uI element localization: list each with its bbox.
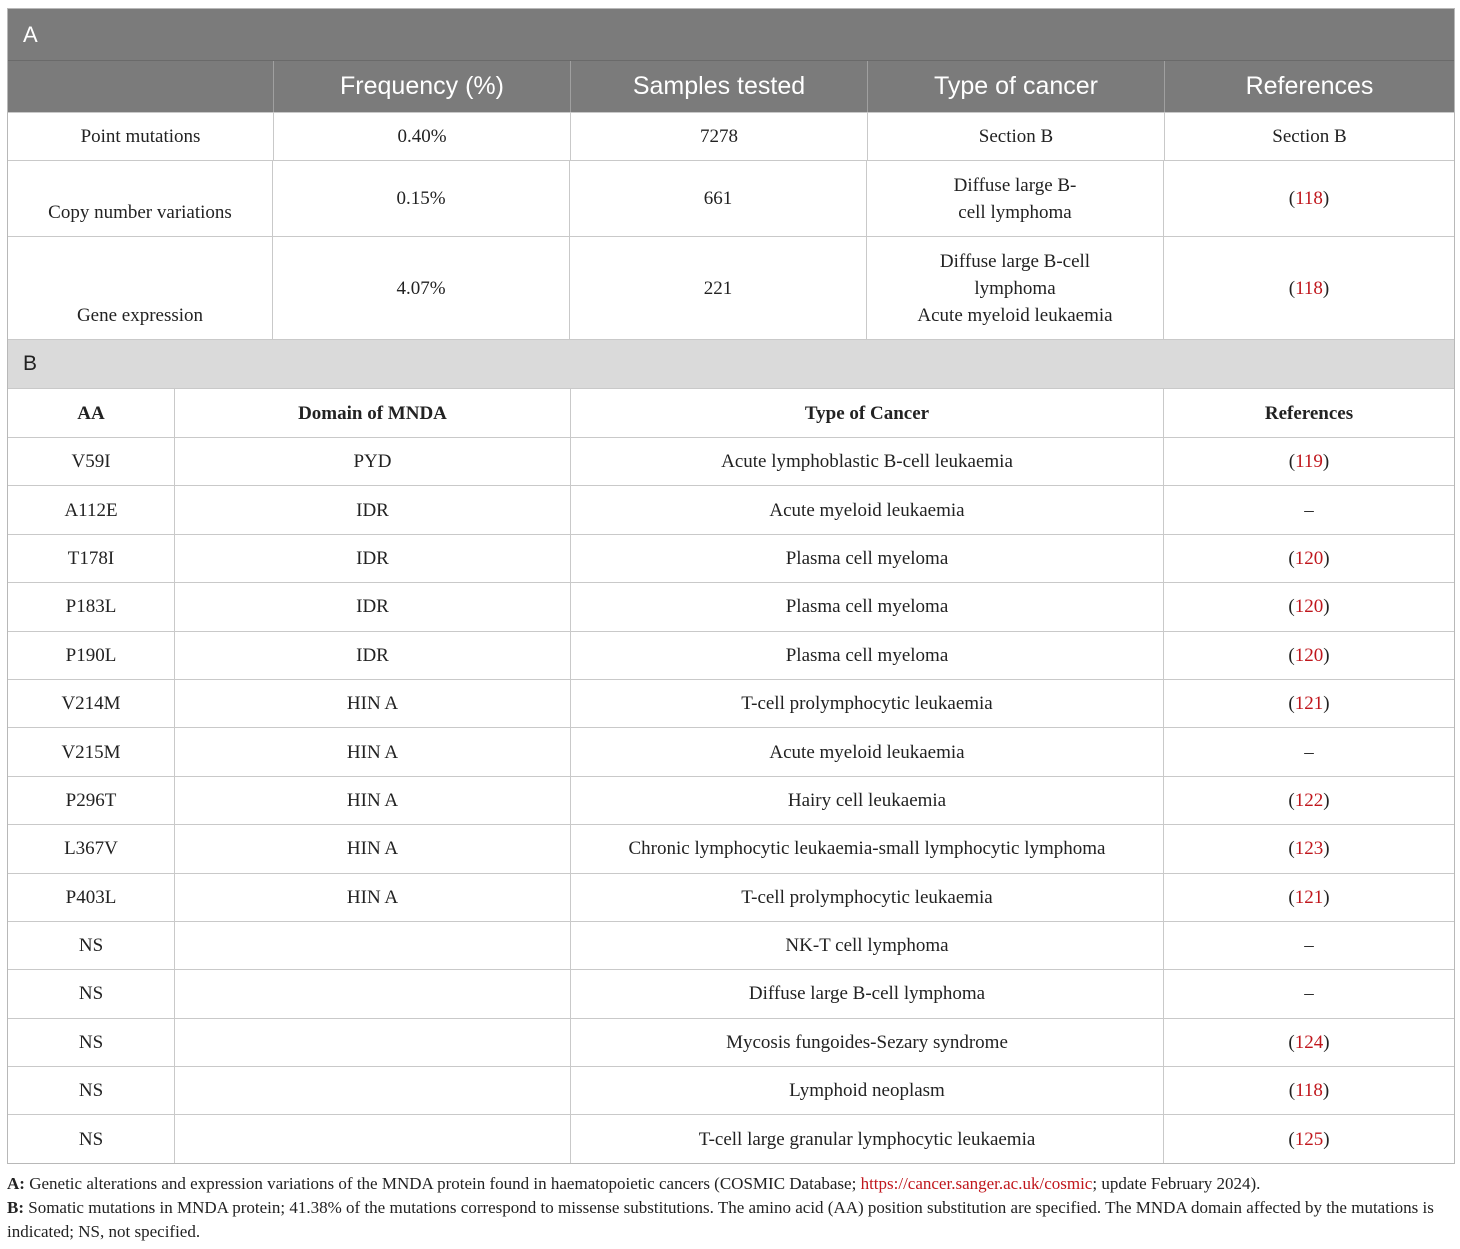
frequency-cell: 4.07% [273, 237, 570, 339]
no-reference: – [1304, 499, 1314, 521]
aa-cell: P296T [8, 777, 175, 824]
aa-cell: NS [8, 1115, 175, 1162]
reference-cell: ( 120 ) [1164, 583, 1454, 630]
table-row [8, 437, 1454, 485]
table-row [8, 160, 1454, 236]
domain-cell [175, 1019, 571, 1066]
reference-cell: ( 124 ) [1164, 1019, 1454, 1066]
domain-cell [175, 922, 571, 969]
row-name: Point mutations [8, 113, 274, 160]
cancer-cell: Acute myeloid leukaemia [571, 728, 1164, 775]
reference-cell: ( 121 ) [1164, 874, 1454, 921]
header-references-b: References [1264, 402, 1354, 424]
header-samples-tested: Samples tested [571, 61, 868, 112]
domain-cell: IDR [175, 486, 571, 533]
aa-cell: NS [8, 970, 175, 1017]
reference-cell: ( 118 ) [1164, 161, 1454, 236]
header-references: References [1245, 72, 1374, 100]
reference-cell [1164, 728, 1454, 775]
aa-cell: P190L [8, 632, 175, 679]
footnote-b: B: Somatic mutations in MNDA protein; 41.38% of the mutations correspond to missense substitutions. The amino acid (AA) position substitution are specified. The MNDA domain affected by the mutations is indicated; NS, not specified. [7, 1198, 1434, 1241]
table-row [8, 485, 1454, 533]
table-row [8, 534, 1454, 582]
reference-link[interactable]: 120 [1294, 547, 1324, 569]
aa-cell: NS [8, 1019, 175, 1066]
aa-cell: V214M [8, 680, 175, 727]
table-row [8, 236, 1454, 339]
samples-cell: 7278 [571, 113, 868, 160]
cancer-cell: Section B [868, 113, 1165, 160]
cancer-cell [867, 161, 1164, 236]
reference-cell: ( 121 ) [1164, 680, 1454, 727]
domain-cell: HIN A [175, 680, 571, 727]
section-a-header-blank [8, 61, 274, 112]
table-row [8, 112, 1454, 160]
table-row [8, 921, 1454, 969]
aa-cell: NS [8, 1067, 175, 1114]
reference-cell: ( 123 ) [1164, 825, 1454, 872]
domain-cell: HIN A [175, 825, 571, 872]
section-a-label: A [8, 9, 1454, 61]
cancer-cell: Plasma cell myeloma [571, 535, 1164, 582]
domain-cell [175, 1067, 571, 1114]
section-b-body [8, 437, 1454, 1163]
reference-cell: ( 119 ) [1164, 438, 1454, 485]
cancer-cell: Plasma cell myeloma [571, 632, 1164, 679]
table-row [8, 1066, 1454, 1114]
reference-cell: ( 118 ) [1164, 1067, 1454, 1114]
header-domain: Domain of MNDA [175, 389, 571, 437]
aa-cell: NS [8, 922, 175, 969]
cancer-line: Diffuse large B-cell [939, 250, 1091, 272]
reference-cell: ( 120 ) [1164, 535, 1454, 582]
reference-link[interactable]: 125 [1294, 1128, 1324, 1150]
reference-link[interactable]: 118 [1295, 277, 1323, 299]
table-row [8, 582, 1454, 630]
cancer-line: Diffuse large B- [953, 174, 1077, 196]
section-b-label: B [8, 339, 1454, 388]
reference-link[interactable]: 118 [1295, 188, 1323, 209]
cancer-line: lymphoma [974, 277, 1056, 299]
aa-cell: L367V [8, 825, 175, 872]
section-b-header-row [8, 388, 1454, 437]
aa-cell: P183L [8, 583, 175, 630]
table-row [8, 776, 1454, 824]
reference-cell: ( 118 ) [1164, 237, 1454, 339]
aa-cell: T178I [8, 535, 175, 582]
reference-cell [1164, 922, 1454, 969]
mnda-table [7, 8, 1455, 1164]
reference-link[interactable]: 120 [1294, 596, 1324, 618]
cancer-cell: T-cell prolymphocytic leukaemia [571, 874, 1164, 921]
reference-link[interactable]: 121 [1294, 886, 1324, 908]
samples-cell: 661 [570, 161, 867, 236]
aa-cell: P403L [8, 874, 175, 921]
table-row [8, 873, 1454, 921]
domain-cell: IDR [175, 583, 571, 630]
reference-link[interactable]: 120 [1294, 644, 1324, 666]
table-footnotes [7, 1172, 1453, 1244]
row-name: Copy number variations [8, 161, 273, 236]
reference-cell [1164, 486, 1454, 533]
cancer-cell: Diffuse large B-cell lymphoma [571, 970, 1164, 1017]
reference-link[interactable]: 122 [1294, 789, 1324, 811]
cancer-line: cell lymphoma [958, 201, 1072, 223]
table-row [8, 727, 1454, 775]
section-a-header-row [8, 61, 1454, 112]
reference-cell: ( 125 ) [1164, 1115, 1454, 1162]
domain-cell: IDR [175, 632, 571, 679]
cancer-cell: Chronic lymphocytic leukaemia-small lymphocytic lymphoma [571, 825, 1164, 872]
cancer-cell: Lymphoid neoplasm [571, 1067, 1164, 1114]
domain-cell: HIN A [175, 777, 571, 824]
header-type-of-cancer-b: Type of Cancer [571, 389, 1164, 437]
reference-link[interactable]: 123 [1294, 838, 1324, 860]
domain-cell: IDR [175, 535, 571, 582]
cancer-cell: NK-T cell lymphoma [571, 922, 1164, 969]
reference-cell: ( 120 ) [1164, 632, 1454, 679]
no-reference: – [1304, 935, 1314, 957]
table-row [8, 631, 1454, 679]
header-type-of-cancer: Type of cancer [868, 61, 1165, 112]
cancer-cell: Acute lymphoblastic B-cell leukaemia [571, 438, 1164, 485]
header-frequency: Frequency (%) [274, 61, 571, 112]
frequency-cell: 0.15% [273, 161, 570, 236]
domain-cell: HIN A [175, 728, 571, 775]
aa-cell: V215M [8, 728, 175, 775]
cancer-cell: Plasma cell myeloma [571, 583, 1164, 630]
header-aa: AA [8, 389, 175, 437]
cancer-cell: T-cell prolymphocytic leukaemia [571, 680, 1164, 727]
cancer-cell: Acute myeloid leukaemia [571, 486, 1164, 533]
aa-cell: V59I [8, 438, 175, 485]
table-row [8, 969, 1454, 1017]
table-row [8, 1114, 1454, 1162]
cancer-cell: Hairy cell leukaemia [571, 777, 1164, 824]
cosmic-link[interactable]: https://cancer.sanger.ac.uk/cosmic [860, 1174, 1093, 1193]
footnote-a: A: Genetic alterations and expression variations of the MNDA protein found in haematopoietic cancers (COSMIC Database; https://cancer.sanger.ac.uk/cosmic; update February 2024). [7, 1174, 1261, 1193]
reference-link[interactable]: 119 [1295, 451, 1323, 473]
aa-cell: A112E [8, 486, 175, 533]
reference-link[interactable]: 118 [1295, 1080, 1323, 1102]
no-reference: – [1304, 983, 1314, 1005]
reference-link[interactable]: 121 [1294, 693, 1324, 715]
domain-cell: PYD [175, 438, 571, 485]
cancer-cell [867, 237, 1164, 339]
cancer-cell: Mycosis fungoides-Sezary syndrome [571, 1019, 1164, 1066]
table-row [8, 679, 1454, 727]
table-row [8, 824, 1454, 872]
cancer-line: Acute myeloid leukaemia [917, 304, 1113, 326]
row-name: Gene expression [8, 237, 273, 339]
reference-cell: ( 122 ) [1164, 777, 1454, 824]
domain-cell [175, 970, 571, 1017]
reference-cell: Section B [1272, 126, 1347, 147]
table-row [8, 1018, 1454, 1066]
no-reference: – [1304, 741, 1314, 763]
reference-cell [1164, 970, 1454, 1017]
samples-cell: 221 [570, 237, 867, 339]
cancer-cell: T-cell large granular lymphocytic leukaemia [571, 1115, 1164, 1162]
domain-cell: HIN A [175, 874, 571, 921]
domain-cell [175, 1115, 571, 1162]
reference-link[interactable]: 124 [1294, 1031, 1324, 1053]
frequency-cell: 0.40% [274, 113, 571, 160]
